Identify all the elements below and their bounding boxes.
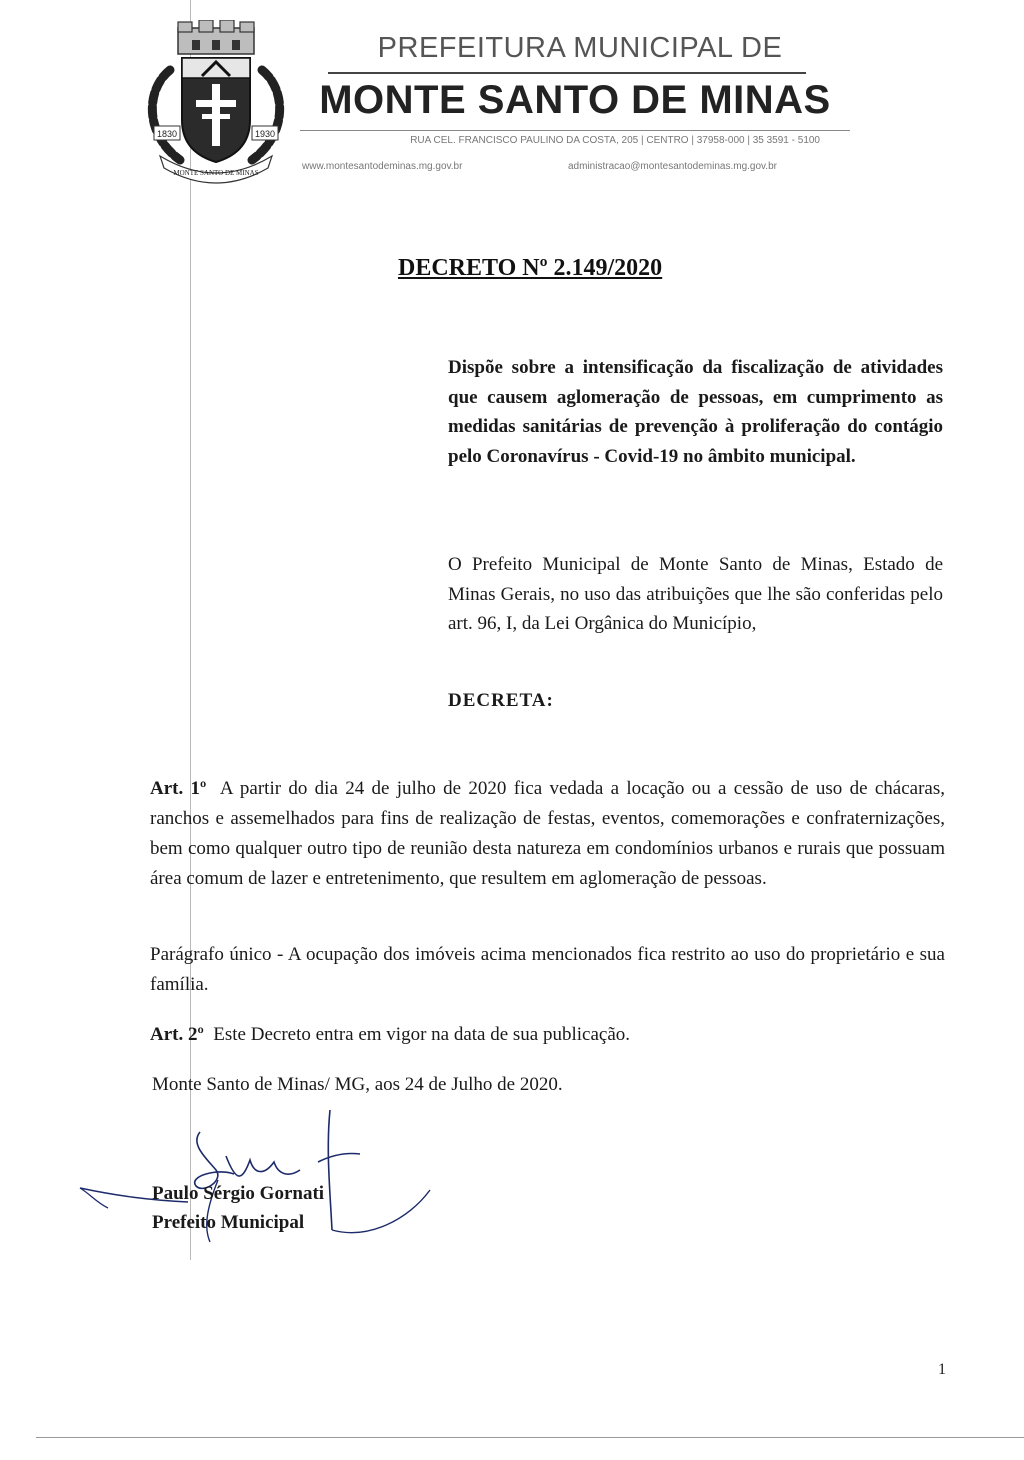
municipal-crest-icon	[140, 20, 292, 185]
signatory-name: Paulo Sérgio Gornati	[152, 1183, 325, 1204]
header-city-name: MONTE SANTO DE MINAS	[319, 78, 831, 122]
article-1-label: Art. 1º	[150, 778, 207, 799]
header-rule-bottom	[300, 130, 850, 131]
article-2-label: Art. 2º	[150, 1024, 204, 1045]
header-rule-top	[328, 72, 806, 74]
header-prefeitura: PREFEITURA MUNICIPAL DE	[377, 32, 783, 64]
decree-title: DECRETO Nº 2.149/2020	[398, 255, 663, 281]
header-address: RUA CEL. FRANCISCO PAULINO DA COSTA, 205 | CENTRO | 37958-000 | 35 3591 - 5100	[410, 135, 820, 146]
page-number: 1	[938, 1361, 946, 1378]
article-2	[150, 1020, 945, 1050]
article-1	[150, 774, 945, 894]
signatory-role: Prefeito Municipal	[152, 1212, 305, 1233]
header-email: administracao@montesantodeminas.mg.gov.br	[568, 161, 777, 172]
sole-paragraph: Parágrafo único - A ocupação dos imóveis acima mencionados fica restrito ao uso do proprietário e sua família.	[150, 944, 945, 995]
decreta-heading: DECRETA:	[448, 690, 554, 711]
crest-year-right: 1930	[254, 129, 276, 139]
decree-summary: Dispõe sobre a intensificação da fiscalização de atividades que causem aglomeração de pessoas, em cumprimento as medidas sanitárias de prevenção à proliferação do contágio pelo Coronavírus - Covid-19 no âmbito municipal.	[448, 357, 943, 467]
crest-ribbon-text: MONTE SANTO DE MINAS	[173, 169, 259, 177]
crest-year-left: 1830	[156, 129, 178, 139]
place-and-date: Monte Santo de Minas/ MG, aos 24 de Julho de 2020.	[152, 1074, 563, 1095]
header-website: www.montesantodeminas.mg.gov.br	[302, 161, 463, 172]
bottom-rule	[36, 1437, 1024, 1438]
article-2-text: Este Decreto entra em vigor na data de sua publicação.	[213, 1024, 631, 1045]
scan-edge-line	[190, 0, 191, 1260]
decree-preamble: O Prefeito Municipal de Monte Santo de Minas, Estado de Minas Gerais, no uso das atribuições que lhe são conferidas pelo art. 96, I, da Lei Orgânica do Município,	[448, 554, 943, 634]
article-1-text: A partir do dia 24 de julho de 2020 fica vedada a locação ou a cessão de uso de chácaras, ranchos e assemelhados para fins de realização de festas, eventos, comemorações e confraternizações, bem como qualquer outro tipo de reunião desta natureza em condomínios urbanos e rurais que possuam área comum de lazer e entretenimento, que resultem em aglomeração de pessoas.	[150, 778, 946, 889]
